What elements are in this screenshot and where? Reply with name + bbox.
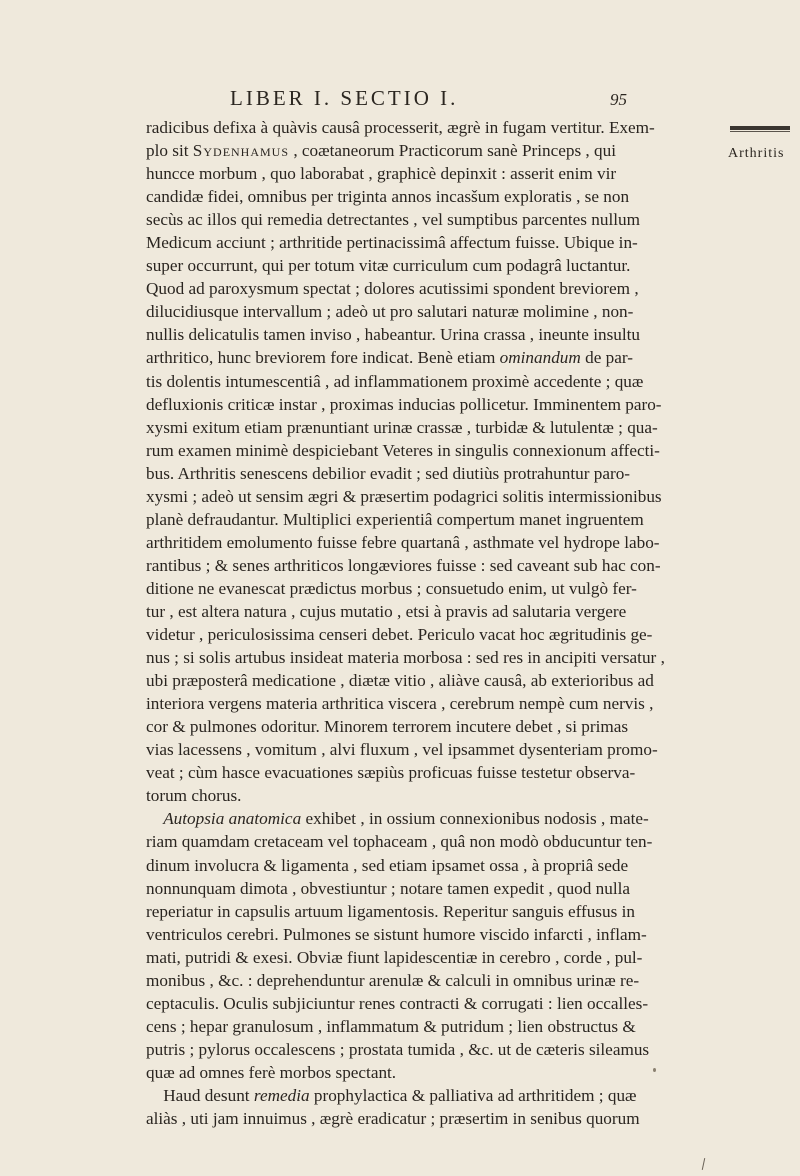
- text-segment: ubi præposterâ medicatione , diætæ vitio , aliàve causâ, ab exterioribus ad: [146, 671, 654, 691]
- text-line: [146, 554, 742, 577]
- text-line: [146, 185, 742, 208]
- text-line: [146, 208, 742, 231]
- text-segment: remedia: [253, 1085, 310, 1105]
- text-line: [146, 139, 742, 162]
- text-segment: videtur , periculosissima censeri debet. Periculo vacat hoc ægritudinis ge-: [146, 625, 653, 645]
- text-line: [146, 162, 742, 185]
- text-segment: , coætaneorum Practicorum sanè Princeps , qui: [289, 141, 616, 161]
- text-segment: secùs ac illos qui remedia detrectantes , vel sumptibus parcentes nullum: [146, 210, 640, 230]
- text-segment: monibus , &c. : deprehenduntur arenulæ & calculi in omnibus urinæ re-: [146, 970, 640, 990]
- margin-note: Arthritis: [728, 146, 785, 161]
- text-line: [146, 854, 742, 877]
- text-line: [146, 231, 742, 254]
- text-segment: torum chorus.: [146, 786, 242, 806]
- text-segment: nus ; si solis artubus insideat materia morbosa : sed res in ancipiti versatur ,: [146, 648, 665, 668]
- text-segment: Medicum acciunt ; arthritide pertinacissimâ affectum fuisse. Ubique in-: [146, 233, 638, 253]
- text-line: [146, 370, 742, 393]
- text-line: [146, 462, 742, 485]
- text-segment: [146, 809, 163, 828]
- text-line: [146, 1038, 742, 1061]
- text-segment: ventriculos cerebri. Pulmones se sistunt humore viscido infarcti , inflam-: [146, 924, 647, 944]
- text-segment: nullis delicatulis tamen inviso , habeantur. Urina crassa , ineunte insultu: [146, 325, 641, 345]
- text-segment: ominandum: [499, 348, 581, 368]
- text-line: [146, 577, 742, 600]
- text-segment: arthritidem emolumento fuisse febre quartanâ , asthmate vel hydrope labo-: [146, 532, 660, 552]
- body-text: [146, 116, 742, 1130]
- text-line: [146, 900, 742, 923]
- text-segment: aliàs , uti jam innuimus , ægrè eradicatur ; præsertim in senibus quorum: [146, 1109, 640, 1129]
- text-line: [146, 1015, 742, 1038]
- text-segment: dinum involucra & ligamenta , sed etiam ipsamet ossa , à propriâ sede: [146, 855, 629, 875]
- text-line: [146, 646, 742, 669]
- text-line: [146, 116, 742, 139]
- text-segment: Haud desunt: [146, 1085, 254, 1105]
- text-line: [146, 346, 742, 369]
- text-line: [146, 531, 742, 554]
- text-line: [146, 969, 742, 992]
- text-segment: de par-: [580, 348, 633, 368]
- text-segment: planè defraudantur. Multiplici experientiâ compertum manet ingruentem: [146, 509, 644, 529]
- text-line: [146, 923, 742, 946]
- text-line: [146, 807, 742, 830]
- text-line: [146, 600, 742, 623]
- text-line: [146, 692, 742, 715]
- text-segment: Autopsia anatomica: [163, 809, 302, 829]
- text-segment: xysmi ; adeò ut sensim ægri & præsertim podagrici solitis intermissionibus: [146, 486, 662, 506]
- text-segment: arthritico, hunc breviorem fore indicat. Benè etiam: [146, 348, 500, 368]
- text-segment: quæ ad omnes ferè morbos spectant.: [146, 1062, 397, 1082]
- text-line: [146, 992, 742, 1015]
- text-line: [146, 1084, 742, 1107]
- text-segment: riam quamdam cretaceam vel tophaceam , quâ non modò obducuntur ten-: [146, 832, 653, 852]
- text-segment: interiora vergens materia arthritica viscera , cerebrum nempè cum nervis ,: [146, 694, 654, 714]
- text-segment: ditione ne evanescat prædictus morbus ; consuetudo enim, ut vulgò fer-: [146, 578, 637, 598]
- text-line: [146, 1107, 742, 1130]
- text-segment: tis dolentis intumescentiâ , ad inflammationem proximè accedente ; quæ: [146, 371, 644, 391]
- text-segment: dilucidiusque intervallum ; adeò ut pro salutari naturæ molimine , non-: [146, 302, 634, 322]
- text-segment: Quod ad paroxysmum spectat ; dolores acutissimi spondent breviorem ,: [146, 279, 639, 299]
- text-segment: candidæ fidei, omnibus per triginta annos incasšum exploratis , se non: [146, 187, 630, 207]
- text-segment: ceptaculis. Oculis subjiciuntur renes contracti & corrugati : lien occalles-: [146, 993, 649, 1013]
- text-line: [146, 946, 742, 969]
- text-segment: nonnunquam dimota , obvestiuntur ; notare tamen expedit , quod nulla: [146, 878, 631, 898]
- page-number: 95: [610, 90, 627, 109]
- text-segment: plo sit: [146, 141, 193, 161]
- text-segment: reperiatur in capsulis artuum ligamentosis. Reperitur sanguis effusus in: [146, 901, 635, 921]
- text-segment: exhibet , in ossium connexionibus nodosis , mate-: [301, 809, 649, 829]
- text-segment: bus. Arthritis senescens debilior evadit ; sed diutiùs protrahuntur paro-: [146, 463, 631, 483]
- text-line: [146, 715, 742, 738]
- text-line: [146, 877, 742, 900]
- text-segment: cor & pulmones odoritur. Minorem terrorem incutere debet , si primas: [146, 717, 629, 737]
- text-segment: vias lacessens , vomitum , alvi fluxum , vel ipsammet dysenteriam promo-: [146, 740, 658, 760]
- text-segment: rantibus ; & senes arthriticos longæviores fuisse : sed caveant sub hac con-: [146, 555, 661, 575]
- running-head: LIBER I. SECTIO I.: [230, 86, 459, 110]
- text-line: [146, 669, 742, 692]
- text-segment: super occurrunt, qui per totum vitæ curriculum cum podagrâ luctantur.: [146, 256, 631, 276]
- stray-mark: [702, 1158, 705, 1170]
- text-line: [146, 485, 742, 508]
- text-segment: putris ; pylorus occalescens ; prostata tumida , &c. ut de cæteris sileamus: [146, 1039, 650, 1059]
- text-segment: veat ; cùm hasce evacuationes sæpiùs proficuas fuisse testetur observa-: [146, 763, 636, 783]
- text-segment: mati, putridi & exesi. Obviæ fiunt lapidescentiæ in cerebro , corde , pul-: [146, 947, 643, 967]
- text-line: [146, 300, 742, 323]
- text-segment: defluxionis criticæ instar , proximas inducias pollicetur. Imminentem paro-: [146, 394, 662, 414]
- text-line: [146, 508, 742, 531]
- text-line: [146, 416, 742, 439]
- text-line: [146, 761, 742, 784]
- text-segment: xysmi exitum etiam prænuntiant urinæ crassæ , turbidæ & lutulentæ ; qua-: [146, 417, 658, 437]
- text-line: [146, 623, 742, 646]
- text-line: [146, 784, 742, 807]
- text-line: [146, 393, 742, 416]
- text-line: [146, 439, 742, 462]
- text-line: [146, 830, 742, 853]
- text-line: [146, 277, 742, 300]
- text-line: [146, 1061, 742, 1084]
- ink-speck: [653, 1068, 656, 1072]
- page-header: [0, 86, 800, 116]
- text-segment: tur , est altera natura , cujus mutatio , etsi à pravis ad salutaria vergere: [146, 601, 627, 621]
- text-line: [146, 738, 742, 761]
- text-line: [146, 254, 742, 277]
- text-segment: prophylactica & palliativa ad arthritidem ; quæ: [309, 1085, 637, 1105]
- text-segment: rum examen minimè despiciebant Veteres in singulis connexionum affecti-: [146, 440, 660, 460]
- text-segment: cens ; hepar granulosum , inflammatum & putridum ; lien obstructus &: [146, 1016, 636, 1036]
- text-segment: Sydenhamus: [192, 141, 290, 161]
- text-line: [146, 323, 742, 346]
- text-segment: radicibus defixa à quàvis causâ processerit, ægrè in fugam vertitur. Exem-: [146, 118, 655, 137]
- text-segment: huncce morbum , quo laborabat , graphicè depinxit : asserit enim vir: [146, 164, 617, 184]
